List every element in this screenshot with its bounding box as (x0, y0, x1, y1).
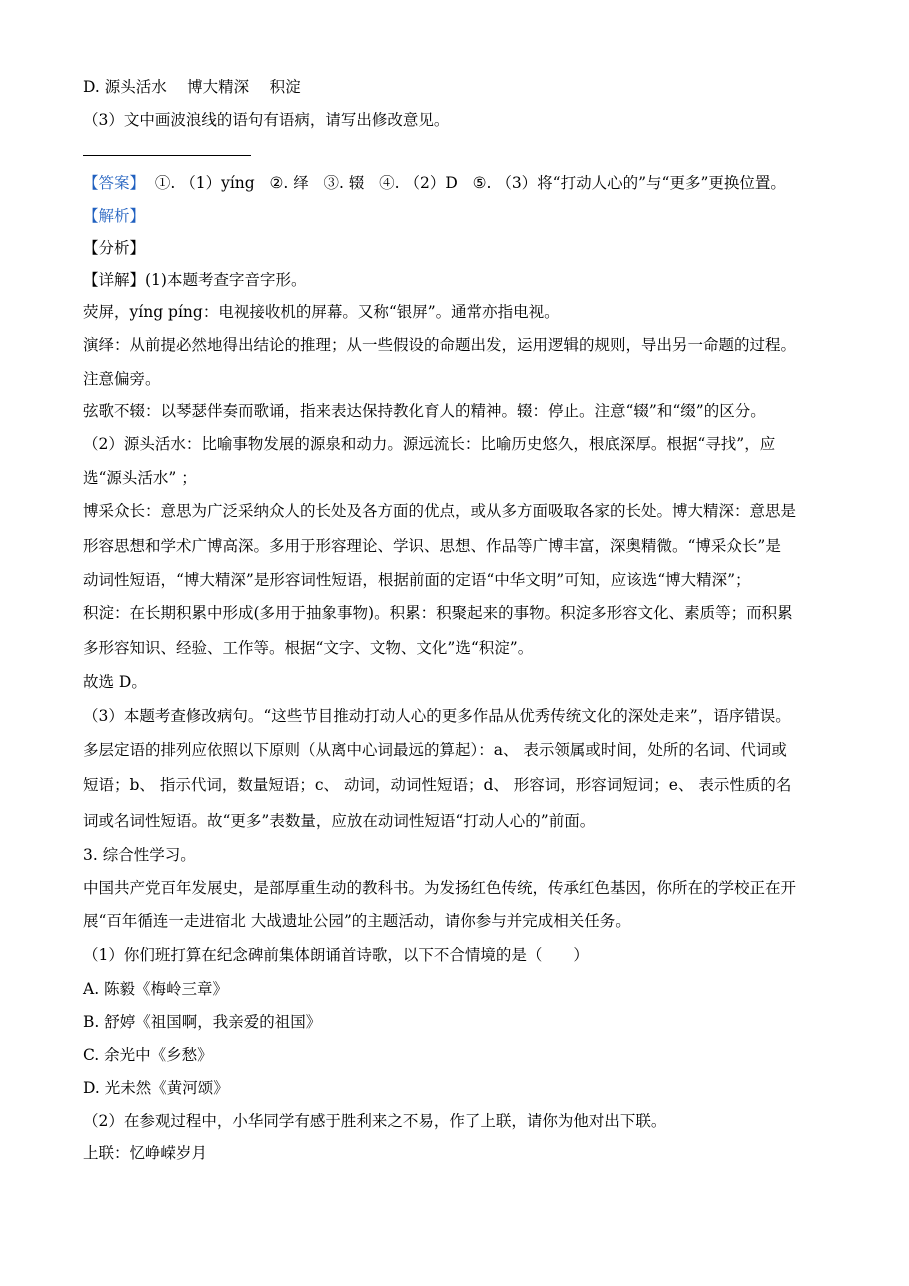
paragraph-line: 形容思想和学术广博高深。多用于形容理论、学识、思想、作品等广博丰富，深奥精微。“博采众长”是 (83, 537, 781, 555)
choice-d: D. 光未然《黄河颂》 (83, 1079, 229, 1097)
paragraph-line: 动词性短语，“博大精深”是形容词性短语，根据前面的定语“中华文明”可知，应该选“博大精深”； (83, 571, 751, 589)
answer-line (83, 173, 829, 193)
question-line: （2）在参观过程中，小华同学有感于胜利来之不易，作了上联，请你为他对出下联。 (83, 1112, 667, 1130)
paragraph-line: 中国共产党百年发展史，是部厚重生动的教科书。为发扬红色传统，传承红色基因，你所在的学校正在开 (83, 879, 797, 897)
paragraph-line: 展“百年循连一走进宿北 大战遗址公园”的主题活动，请你参与并完成相关任务。 (83, 912, 631, 930)
paragraph-line: 故选 D。 (83, 673, 147, 691)
paragraph-line: 短语；b、 指示代词，数量短语；c、 动词，动词性短语；d、 形容词，形容词短词；e、 表示性质的名 (83, 776, 792, 794)
analysis-tag: 【解析】 (83, 207, 146, 225)
paragraph-line: 注意偏旁。 (83, 370, 161, 388)
choice-b: B. 舒婷《祖国啊，我亲爱的祖国》 (83, 1013, 322, 1031)
paragraph-line: 多形容知识、经验、工作等。根据“文字、文物、文化”选“积淀”。 (83, 639, 534, 657)
paragraph-line: 演绎：从前提必然地得出结论的推理；从一些假设的命题出发，运用逻辑的规则，导出另一命题的过程。 (83, 336, 797, 354)
couplet-upper-line: 上联：忆峥嵘岁月 (83, 1144, 208, 1162)
paragraph-line: 多层定语的排列应依照以下原则（从离中心词最远的算起）：a、 表示领属或时间，处所的名词、代词或 (83, 741, 787, 759)
choice-c: C. 余光中《乡愁》 (83, 1046, 213, 1064)
paragraph-line: 弦歌不辍：以琴瑟伴奏而歌诵，指来表达保持教化育人的精神。辍：停止。注意“辍”和“缀”的区分。 (83, 402, 766, 420)
paragraph-line: 博采众长：意思为广泛采纳众人的长处及各方面的优点，或从多方面吸取各家的长处。博大精深：意思是 (83, 502, 797, 520)
answer-tag: 【答案】 (83, 174, 146, 192)
detail-heading: 【详解】(1)本题考查字音字形。 (83, 271, 307, 289)
paragraph-line: （3）本题考查修改病句。“这些节目推动打动人心的更多作品从优秀传统文化的深处走来”，语序错误。 (83, 707, 791, 725)
paragraph-line: 选“源头活水” ； (83, 469, 197, 487)
answer-blank-underline (83, 155, 251, 156)
question-3-line: （3）文中画波浪线的语句有语病，请写出修改意见。 (83, 111, 450, 129)
paragraph-line: （2）源头活水：比喻事物发展的源泉和动力。源远流长：比喻历史悠久，根底深厚。根据“寻找”，应 (83, 435, 776, 453)
choice-a: A. 陈毅《梅岭三章》 (83, 980, 229, 998)
question-line: （1）你们班打算在纪念碑前集体朗诵首诗歌，以下不合情境的是（ ） (83, 946, 589, 964)
paragraph-line: 积淀：在长期积累中形成(多用于抽象事物)。积累：积聚起来的事物。积淀多形容文化、素质等；而积累 (83, 604, 793, 622)
option-d-line: D. 源头活水 博大精深 积淀 (83, 78, 301, 96)
paragraph-line: 荧屏，yíng píng：电视接收机的屏幕。又称“银屏”。通常亦指电视。 (83, 303, 560, 321)
paragraph-line: 词或名词性短语。故“更多”表数量，应放在动词性短语“打动人心的”前面。 (83, 812, 596, 830)
answer-body: ①. （1）yíng ②. 绎 ③. 辍 ④. （2）D ⑤. （3）将“打动人心的”与“更多”更换位置。 (145, 174, 786, 192)
section-heading: 3. 综合性学习。 (83, 846, 196, 864)
analysis-heading: 【分析】 (83, 239, 146, 257)
